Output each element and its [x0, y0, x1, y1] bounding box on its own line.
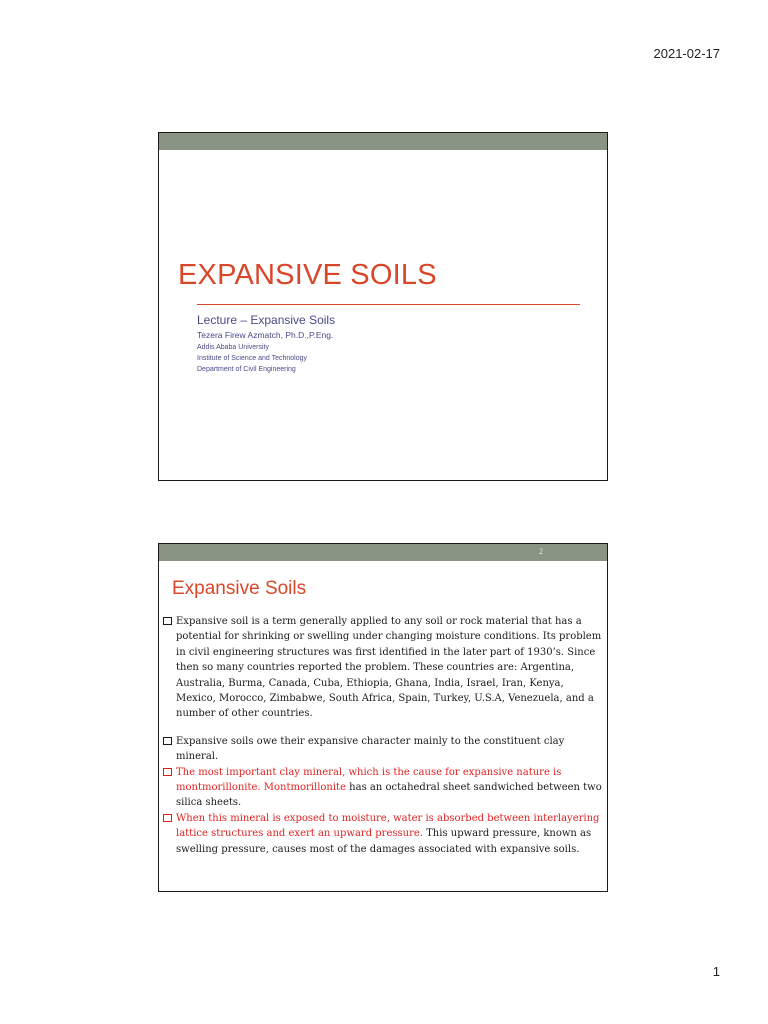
slide-title: Expansive Soils — [172, 578, 307, 599]
normal-text: This upward pressure, known as swelling pressure, causes most of the damages associated with expansive soils. — [176, 828, 592, 855]
slide-title: EXPANSIVE SOILS — [178, 259, 437, 291]
affiliation-department: Department of Civil Engineering — [197, 366, 296, 373]
slide-header-bar — [159, 544, 607, 561]
page-number: 1 — [712, 964, 720, 979]
slide-header-bar — [159, 133, 607, 150]
bullet-text — [176, 811, 603, 857]
bullet-item — [163, 734, 603, 765]
bullet-item — [163, 614, 603, 722]
highlight-text: The most important clay mineral, which is the cause for expansive nature is montmorillonite. Montmorillonite — [176, 766, 562, 794]
title-divider — [197, 304, 580, 305]
checkbox-bullet-icon — [163, 737, 172, 745]
slide-1 — [158, 132, 608, 481]
page-date: 2021-02-17 — [653, 46, 720, 61]
checkbox-bullet-icon — [163, 814, 172, 822]
author-name: Tezera Firew Azmatch, Ph.D.,P.Eng. — [197, 330, 334, 340]
highlight-text: When this mineral is exposed to moisture, water is absorbed between interlayering lattice structures and exert an upward pressure. — [176, 812, 600, 840]
checkbox-bullet-icon — [163, 768, 172, 776]
slide-number: 2 — [539, 547, 543, 556]
bullet-item — [163, 811, 603, 857]
bullet-item — [163, 765, 603, 811]
slide-2 — [158, 543, 608, 892]
slide-body — [163, 614, 603, 857]
bullet-text: Expansive soils owe their expansive character mainly to the constituent clay mineral. — [176, 735, 565, 763]
bullet-text: Expansive soil is a term generally applied to any soil or rock material that has a potential for shrinking or swelling under changing moisture conditions. Its problem in civil engineering structures was first identified in the later part of 1930’s. Since then so many countries reported the problem. These countries are: Argentina, Australia, Burma, Canada, Cuba, Ethiopia, Ghana, India, Israel, Iran, Kenya, Mexico, Morocco, Zimbabwe, South Africa, Spain, Turkey, U.S.A, Venezuela, and a number of other countries. — [176, 616, 602, 720]
checkbox-bullet-icon — [163, 617, 172, 625]
bullet-text — [176, 765, 603, 811]
normal-text: has an octahedral sheet sandwiched between two silica sheets. — [176, 782, 602, 809]
affiliation-university: Addis Ababa University — [197, 344, 269, 351]
affiliation-institute: Institute of Science and Technology — [197, 355, 308, 362]
slide-subtitle: Lecture – Expansive Soils — [197, 313, 336, 327]
